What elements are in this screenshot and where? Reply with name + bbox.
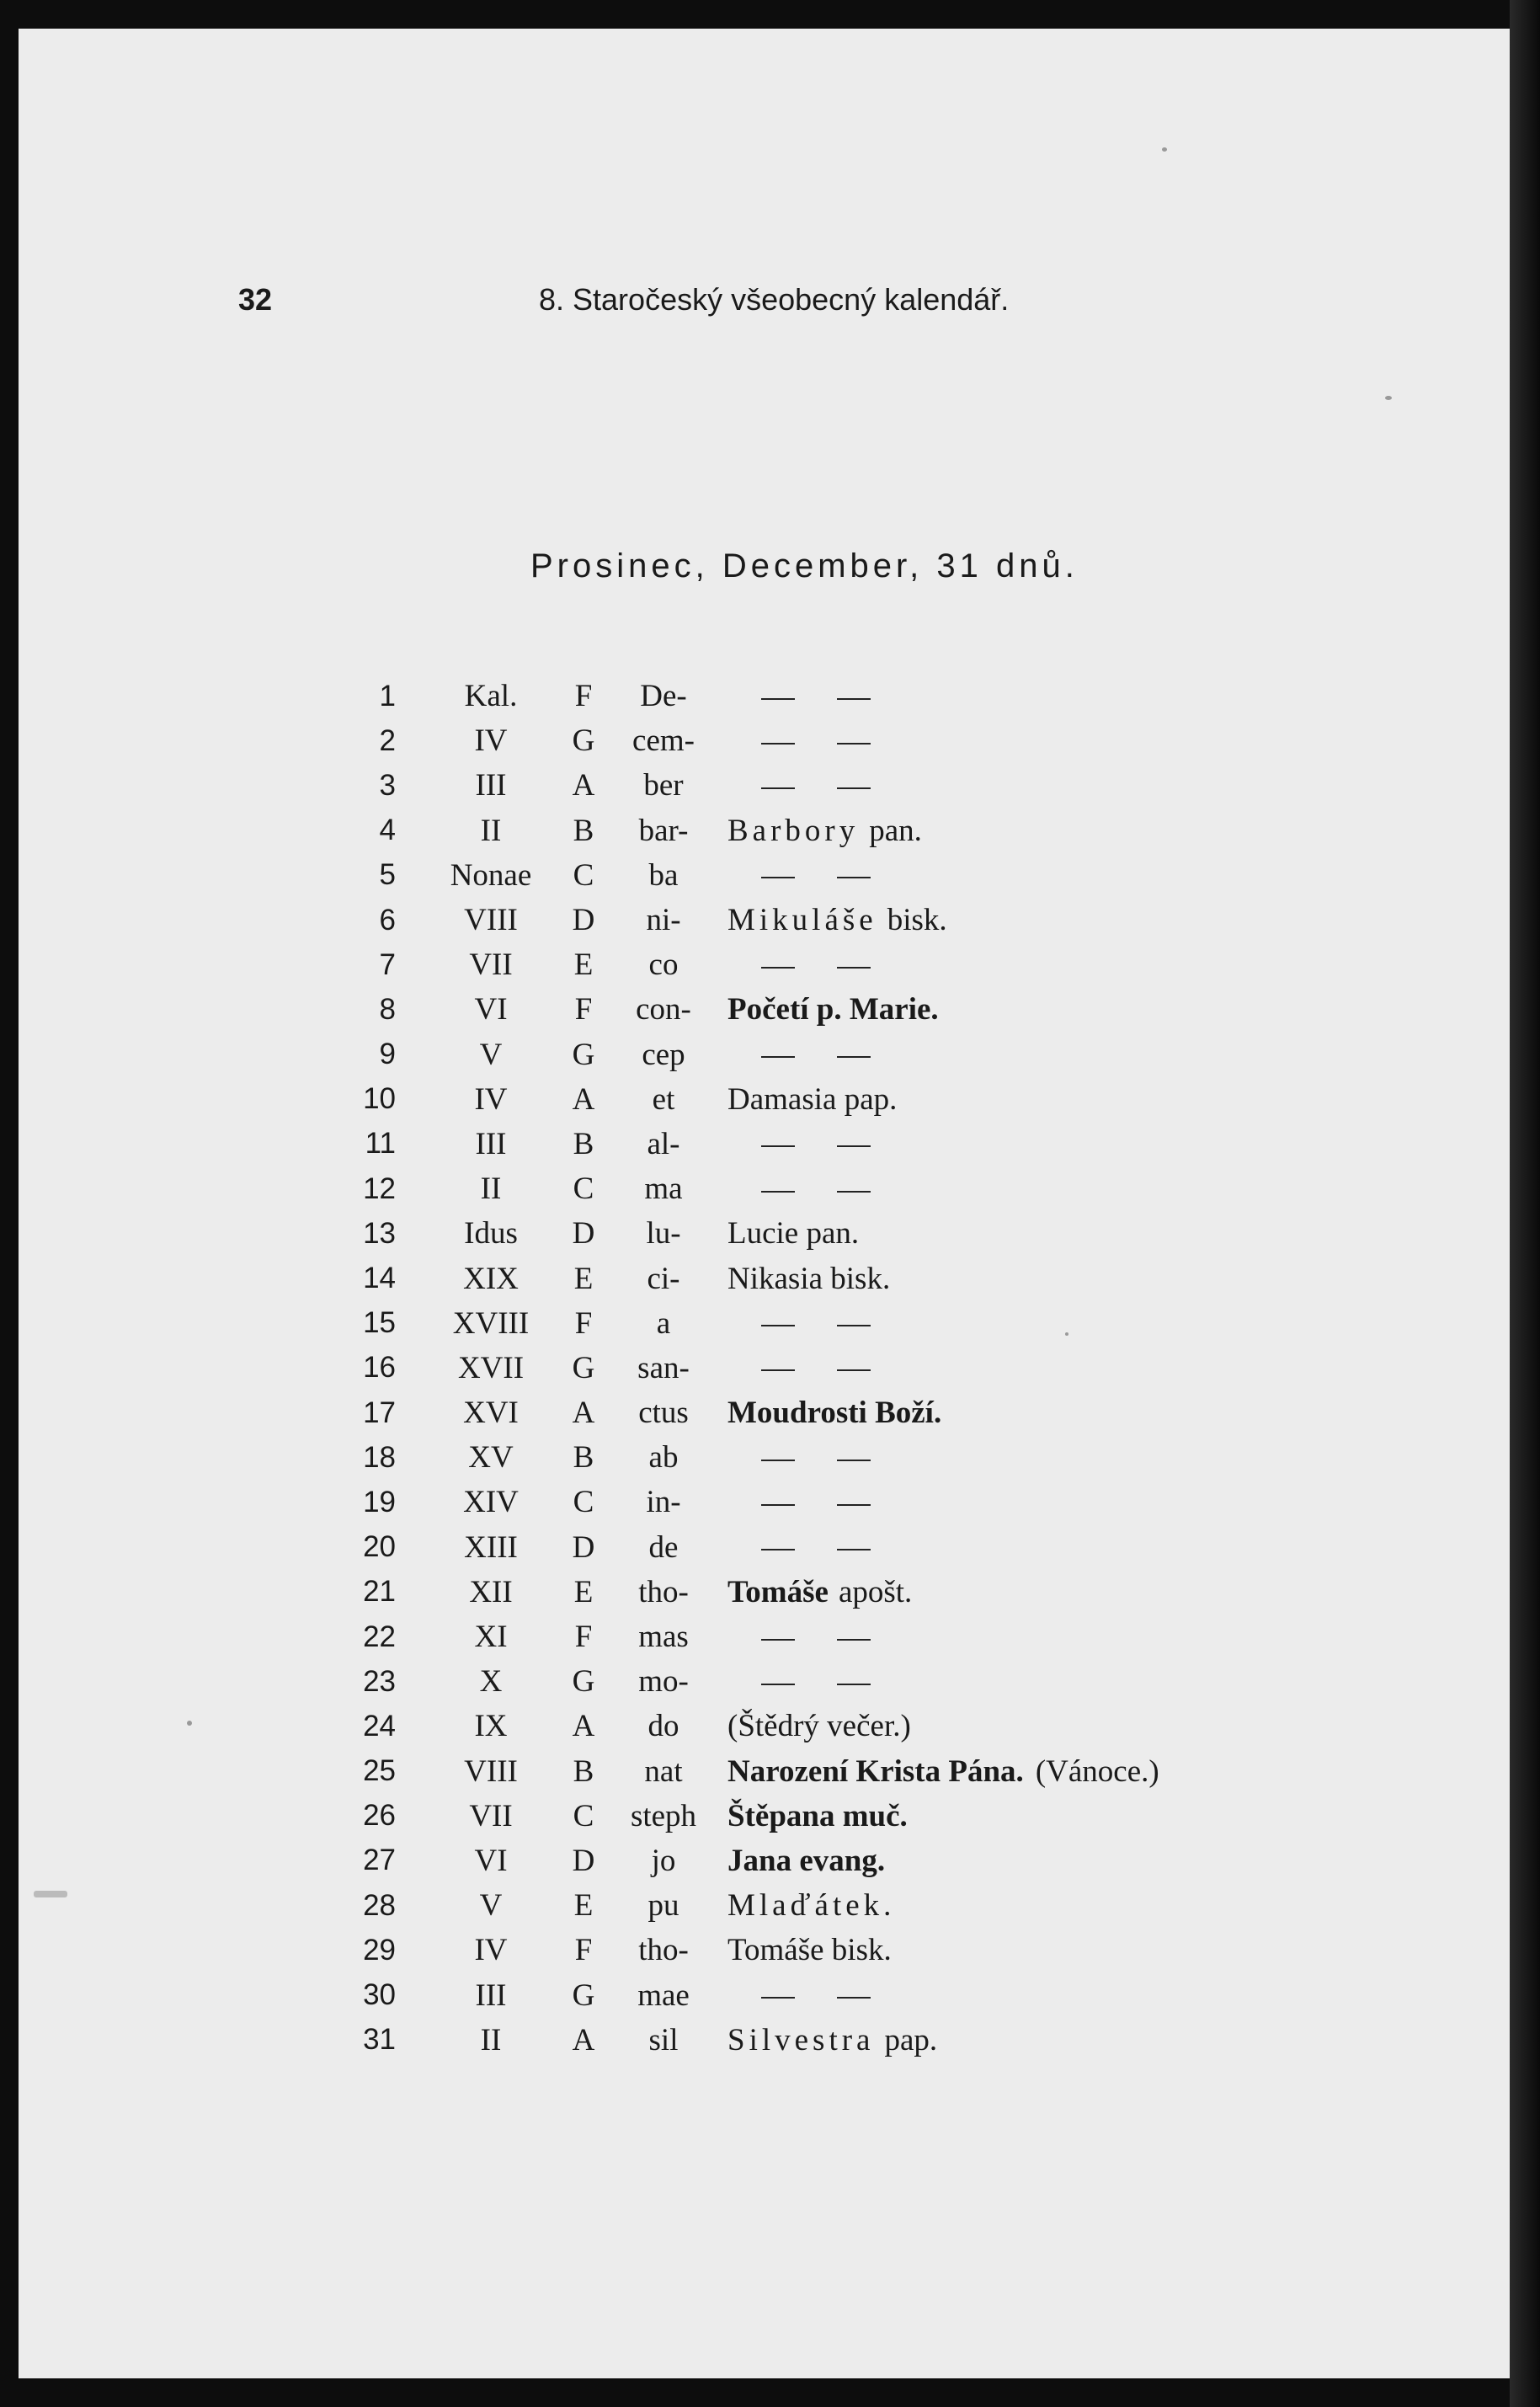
dominical-letter: F — [574, 1620, 593, 1655]
feast-name: Moudrosti Boží. — [727, 1396, 942, 1431]
day-number: 23 — [363, 1664, 396, 1698]
calendar-table — [328, 674, 1159, 2063]
roman-date: IV — [474, 723, 508, 759]
cisiojanus-syllable: cep — [642, 1037, 685, 1072]
roman-date: III — [475, 1977, 507, 2013]
dash-placeholder — [727, 1529, 1159, 1566]
speck — [1065, 1332, 1068, 1336]
day-number: 27 — [363, 1844, 396, 1877]
dash-placeholder — [727, 1350, 1159, 1386]
calendar-row — [328, 674, 1159, 718]
dominical-letter: A — [572, 1396, 595, 1431]
day-number: 5 — [379, 858, 396, 892]
feast-cell — [714, 1435, 1159, 1480]
feast-cell — [714, 1570, 1159, 1614]
calendar-row — [328, 898, 1159, 942]
feast-cell — [714, 718, 1159, 763]
day-number: 7 — [379, 947, 396, 981]
dominical-letter: C — [573, 857, 594, 893]
dominical-letter: D — [572, 903, 595, 938]
feast-cell — [714, 1480, 1159, 1524]
cisiojanus-syllable: ma — [644, 1171, 683, 1207]
feast-suffix: pan. — [869, 813, 922, 848]
feast-cell — [714, 1525, 1159, 1570]
cisiojanus-syllable: ba — [648, 857, 679, 893]
calendar-row — [328, 1390, 1159, 1435]
feast-cell — [714, 1659, 1159, 1704]
cisiojanus-syllable: nat — [644, 1753, 683, 1789]
feast-cell — [714, 809, 1159, 853]
feast-cell — [714, 942, 1159, 987]
day-number: 15 — [363, 1306, 396, 1340]
dominical-letter: B — [573, 1126, 594, 1161]
day-number: 11 — [365, 1127, 396, 1161]
calendar-row — [328, 1346, 1159, 1390]
dominical-letter: E — [573, 1261, 594, 1296]
calendar-row — [328, 1659, 1159, 1704]
day-number: 30 — [363, 1978, 396, 2012]
dash-placeholder — [727, 1037, 1159, 1073]
calendar-row — [328, 1839, 1159, 1883]
dominical-letter: G — [572, 1977, 595, 2013]
dash-placeholder — [727, 1439, 1159, 1476]
cisiojanus-syllable: ci- — [647, 1261, 680, 1296]
day-number: 17 — [363, 1396, 396, 1429]
feast-suffix: apošt. — [838, 1574, 913, 1609]
calendar-row — [328, 1435, 1159, 1480]
feast-cell — [714, 1211, 1159, 1256]
running-header — [0, 282, 1540, 333]
cisiojanus-syllable: jo — [651, 1843, 676, 1878]
feast-name: Barbory — [727, 813, 860, 848]
dominical-letter: D — [572, 1843, 595, 1878]
cisiojanus-syllable: do — [647, 1709, 679, 1744]
feast-cell — [714, 898, 1159, 942]
roman-date: XIV — [463, 1485, 519, 1520]
cisiojanus-syllable: in- — [646, 1485, 681, 1520]
cisiojanus-syllable: mae — [637, 1977, 690, 2013]
cisiojanus-syllable: ni- — [646, 903, 681, 938]
calendar-row — [328, 1525, 1159, 1570]
dash-placeholder — [727, 1619, 1159, 1655]
roman-date: IX — [474, 1709, 508, 1744]
cisiojanus-syllable: sil — [648, 2022, 679, 2057]
feast-cell — [714, 1033, 1159, 1077]
day-number: 22 — [363, 1620, 396, 1653]
feast-cell — [714, 1883, 1159, 1928]
calendar-row — [328, 1301, 1159, 1346]
feast-cell — [714, 1704, 1159, 1748]
feast-cell — [714, 1346, 1159, 1390]
roman-date: XV — [468, 1440, 514, 1476]
cisiojanus-syllable: al- — [647, 1126, 680, 1161]
roman-date: V — [479, 1888, 503, 1924]
month-title: Prosinec, December, 31 dnů. — [530, 547, 1079, 584]
calendar-row — [328, 1033, 1159, 1077]
dash-placeholder — [727, 1305, 1159, 1342]
dash-placeholder — [727, 767, 1159, 803]
calendar-row — [328, 1166, 1159, 1211]
calendar-row — [328, 987, 1159, 1032]
calendar-row — [328, 942, 1159, 987]
calendar-row — [328, 853, 1159, 898]
dash-placeholder — [727, 857, 1159, 894]
day-number: 21 — [363, 1575, 396, 1609]
feast-name: Početí p. Marie. — [727, 992, 939, 1027]
roman-date: XI — [474, 1620, 508, 1655]
day-number: 9 — [379, 1038, 396, 1071]
roman-date: III — [475, 1126, 507, 1161]
day-number: 18 — [363, 1440, 396, 1474]
feast-cell — [714, 1077, 1159, 1122]
feast-cell — [714, 1839, 1159, 1883]
roman-date: Nonae — [450, 857, 532, 893]
day-number: 14 — [363, 1262, 396, 1295]
day-number: 26 — [363, 1799, 396, 1833]
calendar-row — [328, 1211, 1159, 1256]
cisiojanus-syllable: et — [652, 1081, 675, 1117]
roman-date: VII — [469, 1798, 513, 1833]
dominical-letter: E — [573, 947, 594, 983]
day-number: 12 — [363, 1171, 396, 1205]
dash-placeholder — [727, 1171, 1159, 1207]
dominical-letter: G — [572, 723, 595, 759]
roman-date: XVI — [463, 1396, 519, 1431]
cisiojanus-syllable: ctus — [638, 1396, 689, 1431]
feast-cell — [714, 1166, 1159, 1211]
roman-date: V — [479, 1037, 503, 1072]
cisiojanus-syllable: san- — [637, 1350, 690, 1385]
page-edge — [1510, 0, 1540, 2407]
roman-date: VI — [474, 1843, 508, 1878]
feast-cell — [714, 1122, 1159, 1166]
feast-cell — [714, 1928, 1159, 1972]
dominical-letter: F — [574, 679, 593, 714]
dominical-letter: B — [573, 1753, 594, 1789]
speck — [1385, 396, 1392, 400]
feast-name: Nikasia bisk. — [727, 1261, 891, 1296]
calendar-row — [328, 1794, 1159, 1839]
speck — [1162, 147, 1167, 152]
calendar-row — [328, 718, 1159, 763]
calendar-row — [328, 1122, 1159, 1166]
cisiojanus-syllable: cem- — [632, 723, 695, 759]
roman-date: II — [480, 813, 502, 848]
day-number: 8 — [379, 992, 396, 1026]
dominical-letter: B — [573, 1440, 594, 1476]
dominical-letter: F — [574, 1933, 593, 1968]
feast-cell — [714, 987, 1159, 1032]
cisiojanus-syllable: pu — [647, 1888, 679, 1924]
feast-cell — [714, 1614, 1159, 1659]
speck — [34, 1891, 67, 1897]
calendar-row — [328, 1928, 1159, 1972]
roman-date: II — [480, 2022, 502, 2057]
dominical-letter: A — [572, 768, 595, 803]
calendar-row — [328, 2018, 1159, 2063]
feast-name: (Štědrý večer.) — [727, 1709, 911, 1744]
day-number: 10 — [363, 1082, 396, 1116]
cisiojanus-syllable: tho- — [638, 1933, 689, 1968]
feast-cell — [714, 1749, 1159, 1794]
cisiojanus-syllable: con- — [636, 992, 691, 1027]
feast-name: Štěpana muč. — [727, 1798, 908, 1833]
feast-name: Lucie pan. — [727, 1216, 860, 1252]
day-number: 19 — [363, 1485, 396, 1518]
dash-placeholder — [727, 1663, 1159, 1700]
dominical-letter: C — [573, 1171, 594, 1207]
dominical-letter: G — [572, 1037, 595, 1072]
day-number: 28 — [363, 1888, 396, 1922]
dominical-letter: A — [572, 1081, 595, 1117]
cisiojanus-syllable: ab — [648, 1440, 679, 1476]
calendar-row — [328, 1749, 1159, 1794]
calendar-row — [328, 1480, 1159, 1524]
calendar-row — [328, 1570, 1159, 1614]
feast-cell — [714, 853, 1159, 898]
feast-suffix: bisk. — [887, 903, 947, 938]
feast-cell — [714, 1256, 1159, 1300]
feast-name: Jana evang. — [727, 1843, 886, 1878]
calendar-row — [328, 763, 1159, 808]
dominical-letter: D — [572, 1216, 595, 1252]
feast-cell — [714, 763, 1159, 808]
dominical-letter: G — [572, 1664, 595, 1700]
cisiojanus-syllable: co — [648, 947, 679, 983]
cisiojanus-syllable: a — [656, 1305, 671, 1341]
day-number: 2 — [379, 723, 396, 757]
day-number: 3 — [379, 768, 396, 802]
roman-date: XIX — [463, 1261, 519, 1296]
cisiojanus-syllable: steph — [630, 1798, 697, 1833]
dash-placeholder — [727, 1977, 1159, 2014]
roman-date: Idus — [464, 1216, 518, 1252]
roman-date: IV — [474, 1933, 508, 1968]
roman-date: X — [479, 1664, 503, 1700]
calendar-row — [328, 1614, 1159, 1659]
feast-cell — [714, 2018, 1159, 2063]
dominical-letter: E — [573, 1574, 594, 1609]
cisiojanus-syllable: lu- — [646, 1216, 681, 1252]
feast-name: Silvestra — [727, 2022, 875, 2057]
calendar-row — [328, 1256, 1159, 1300]
calendar-row — [328, 1077, 1159, 1122]
feast-name: Tomáše bisk. — [727, 1933, 892, 1968]
roman-date: XVII — [457, 1350, 525, 1385]
dominical-letter: B — [573, 813, 594, 848]
cisiojanus-syllable: mas — [638, 1620, 689, 1655]
dash-placeholder — [727, 1484, 1159, 1520]
speck — [187, 1721, 192, 1726]
roman-date: III — [475, 768, 507, 803]
cisiojanus-syllable: mo- — [638, 1664, 689, 1700]
cisiojanus-syllable: tho- — [638, 1574, 689, 1609]
roman-date: Kal. — [464, 679, 518, 714]
dominical-letter: E — [573, 1888, 594, 1924]
feast-suffix: pap. — [884, 2022, 938, 2057]
feast-cell — [714, 1972, 1159, 2017]
day-number: 4 — [379, 814, 396, 847]
book-title: 8. Staročeský všeobecný kalendář. — [539, 282, 1010, 317]
roman-date: XVIII — [452, 1305, 530, 1341]
dominical-letter: C — [573, 1485, 594, 1520]
cisiojanus-syllable: ber — [643, 768, 684, 803]
feast-name: Mikuláše — [727, 903, 877, 938]
roman-date: VI — [474, 992, 508, 1027]
day-number: 31 — [363, 2023, 396, 2057]
day-number: 16 — [363, 1351, 396, 1385]
day-number: 1 — [379, 679, 396, 712]
dash-placeholder — [727, 723, 1159, 759]
feast-cell — [714, 1390, 1159, 1435]
dash-placeholder — [727, 1126, 1159, 1162]
dominical-letter: A — [572, 2022, 595, 2057]
calendar-row — [328, 1704, 1159, 1748]
feast-cell — [714, 1301, 1159, 1346]
cisiojanus-syllable: bar- — [638, 813, 689, 848]
dominical-letter: D — [572, 1529, 595, 1565]
feast-cell — [714, 674, 1159, 718]
dominical-letter: C — [573, 1798, 594, 1833]
day-number: 6 — [379, 903, 396, 937]
day-number: 20 — [363, 1530, 396, 1564]
roman-date: VIII — [464, 1753, 518, 1789]
cisiojanus-syllable: De- — [640, 679, 687, 714]
calendar-row — [328, 1972, 1159, 2017]
day-number: 25 — [363, 1754, 396, 1788]
roman-date: VII — [469, 947, 513, 983]
day-number: 13 — [363, 1216, 396, 1250]
roman-date: XIII — [464, 1529, 518, 1565]
dash-placeholder — [727, 947, 1159, 983]
dominical-letter: F — [574, 992, 593, 1027]
roman-date: VIII — [464, 903, 518, 938]
feast-note: (Vánoce.) — [1035, 1753, 1159, 1789]
dash-placeholder — [727, 678, 1159, 714]
roman-date: II — [480, 1171, 502, 1207]
dominical-letter: A — [572, 1709, 595, 1744]
calendar-row — [328, 1883, 1159, 1928]
page-number: 32 — [238, 282, 273, 317]
day-number: 29 — [363, 1933, 396, 1967]
cisiojanus-syllable: de — [648, 1529, 679, 1565]
feast-name: Tomáše — [727, 1574, 829, 1609]
day-number: 24 — [363, 1709, 396, 1743]
feast-name: Damasia pap. — [727, 1081, 898, 1117]
roman-date: XII — [469, 1574, 513, 1609]
feast-name: Narození Krista Pána. — [727, 1753, 1024, 1789]
dominical-letter: G — [572, 1350, 595, 1385]
roman-date: IV — [474, 1081, 508, 1117]
dominical-letter: F — [574, 1305, 593, 1341]
feast-name: Mlaďátek. — [727, 1888, 896, 1924]
feast-cell — [714, 1794, 1159, 1839]
calendar-row — [328, 809, 1159, 853]
